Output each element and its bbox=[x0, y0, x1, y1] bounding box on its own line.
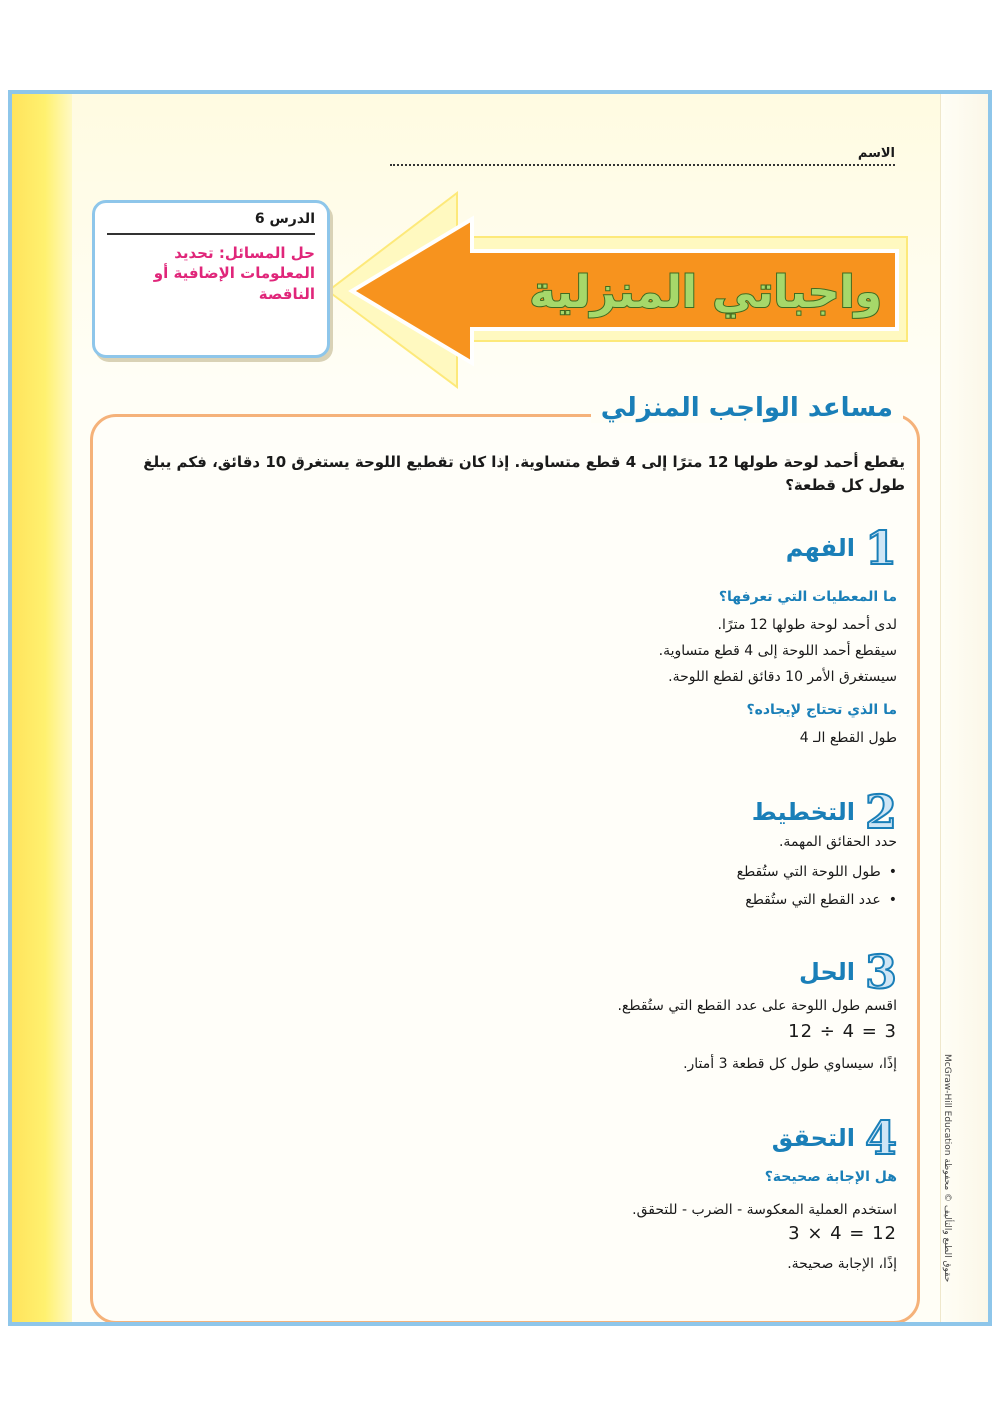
problem-statement: يقطع أحمد لوحة طولها 12 مترًا إلى 4 قطع متساوية. إذا كان تقطيع اللوحة يستغرق 10 دقائق، فكم يبلغ طول كل قطعة؟ bbox=[143, 453, 905, 495]
side-publisher-credit: McGraw-Hill Education حقوق الطبع والتأليف © محفوظة bbox=[942, 1054, 952, 1283]
step-1-line-3: سيستغرق الأمر 10 دقائق لقطع اللوحة. bbox=[668, 669, 897, 685]
step-1-question-find: ما الذي تحتاج لإيجاده؟ bbox=[746, 702, 897, 718]
step-2-bullet-2: • عدد القطع التي ستُقطع bbox=[745, 891, 897, 909]
step-2-bullet-1: • طول اللوحة التي ستُقطع bbox=[737, 863, 897, 881]
step-1-line-2: سيقطع أحمد اللوحة إلى 4 قطع متساوية. bbox=[658, 643, 897, 659]
step-1-header bbox=[785, 521, 897, 575]
homework-banner bbox=[322, 179, 917, 404]
helper-title: مساعد الواجب المنزلي bbox=[600, 393, 893, 423]
lesson-number: الدرس 6 bbox=[107, 211, 315, 235]
step-1-number: 1 bbox=[864, 521, 897, 575]
step-1-find: طول القطع الـ 4 bbox=[799, 730, 897, 746]
step-4-title: التحقق bbox=[771, 1124, 855, 1152]
step-4-question: هل الإجابة صحيحة؟ bbox=[764, 1169, 897, 1185]
helper-title-wrap bbox=[591, 393, 903, 423]
step-4-number: 4 bbox=[864, 1111, 897, 1165]
lesson-card bbox=[92, 200, 330, 358]
step-4-header bbox=[771, 1111, 897, 1165]
left-yellow-band bbox=[12, 94, 72, 1322]
step-2-number: 2 bbox=[864, 785, 897, 839]
step-3-result: إذًا، سيساوي طول كل قطعة 3 أمتار. bbox=[683, 1056, 897, 1072]
step-1-question-known: ما المعطيات التي تعرفها؟ bbox=[718, 589, 897, 605]
step-4-equation: 3 × 4 = 12 bbox=[788, 1223, 897, 1244]
step-2-header bbox=[751, 785, 897, 839]
step-3-equation: 12 ÷ 4 = 3 bbox=[788, 1021, 897, 1042]
homework-helper-box bbox=[90, 393, 920, 1324]
lesson-topic: حل المسائل: تحديد المعلومات الإضافية أو الناقصة bbox=[153, 244, 315, 303]
step-3-number: 3 bbox=[864, 945, 897, 999]
step-4-intro: استخدم العملية المعكوسة - الضرب - للتحقق. bbox=[632, 1202, 897, 1218]
banner-title: واجباتي المنزلية bbox=[529, 267, 882, 318]
step-4-result: إذًا، الإجابة صحيحة. bbox=[787, 1256, 897, 1272]
step-3-intro: اقسم طول اللوحة على عدد القطع التي ستُقطع. bbox=[617, 998, 897, 1014]
step-1-line-1: لدى أحمد لوحة طولها 12 مترًا. bbox=[717, 617, 897, 633]
step-3-header bbox=[799, 945, 897, 999]
step-2-intro: حدد الحقائق المهمة. bbox=[778, 834, 897, 850]
step-3-title: الحل bbox=[799, 958, 855, 986]
name-label: الاسم bbox=[857, 146, 895, 161]
worksheet-page bbox=[8, 90, 992, 1326]
name-field-row bbox=[390, 146, 895, 172]
name-dotted-line[interactable] bbox=[390, 164, 895, 166]
step-2-title: التخطيط bbox=[751, 798, 855, 826]
step-1-title: الفهم bbox=[785, 534, 855, 562]
